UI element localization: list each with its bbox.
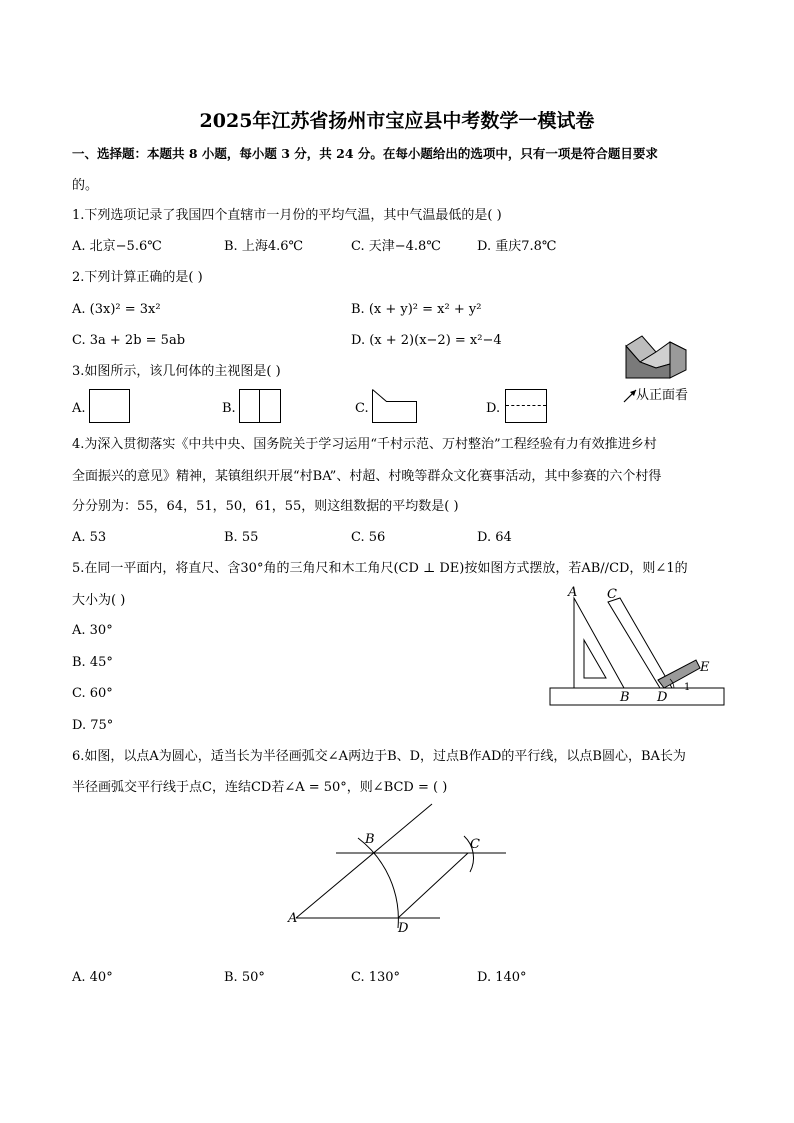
q5-label-e: E [700, 660, 710, 675]
q5-label-d: D [657, 690, 668, 705]
q5-label-a: A [568, 585, 578, 600]
q3-option-a-label: A. [72, 401, 86, 416]
q6-option-b: B. 50° [224, 970, 265, 985]
q3-option-b-label: B. [222, 401, 236, 416]
q4-line3: 分分别为：55，64，51，50，61，55，则这组数据的平均数是( ) [72, 499, 459, 514]
q6-option-c: C. 130° [351, 970, 401, 985]
q3-option-c-label: C. [355, 401, 369, 416]
q5-option-a: A. 30° [72, 623, 113, 638]
q1-option-a: A. 北京−5.6℃ [72, 239, 162, 254]
q1-option-c: C. 天津−4.8℃ [351, 239, 441, 254]
section-heading-line2: 的。 [72, 178, 99, 193]
q6-line1: 6.如图，以点A为圆心，适当长为半径画弧交∠A两边于B、D，过点B作AD的平行线，以点B圆心，BA长为 [72, 749, 686, 764]
q3-option-b-figure [239, 389, 281, 423]
q5-label-angle1: 1 [684, 682, 691, 693]
q5-label-b: B [620, 690, 630, 705]
q6-label-c: C [470, 837, 480, 852]
q3-view-label: 从正面看 [636, 388, 689, 403]
q3-option-d-figure [505, 389, 547, 423]
q5-line2: 大小为( ) [72, 593, 126, 608]
q1-stem: 1.下列选项记录了我国四个直辖市一月份的平均气温，其中气温最低的是( ) [72, 208, 502, 223]
q3-option-d-label: D. [486, 401, 501, 416]
q5-label-c: C [607, 587, 617, 602]
q2-stem: 2.下列计算正确的是( ) [72, 270, 203, 285]
q6-option-a: A. 40° [72, 970, 113, 985]
q3-stem: 3.如图所示，该几何体的主视图是( ) [72, 364, 281, 379]
q5-line1: 5.在同一平面内，将直尺、含30°角的三角尺和木工角尺(CD ⊥ DE)按如图方式摆放，若AB//CD，则∠1的 [72, 561, 688, 576]
q4-line2: 全面振兴的意见》精神，某镇组织开展“村BA”、村超、村晚等群众文化赛事活动，其中参赛的六个村得 [72, 469, 662, 484]
q6-option-d: D. 140° [477, 970, 527, 985]
q5-option-b: B. 45° [72, 655, 113, 670]
q5-option-c: C. 60° [72, 686, 113, 701]
q4-option-a: A. 53 [72, 530, 107, 545]
q4-option-c: C. 56 [351, 530, 386, 545]
q3-option-c-figure [372, 389, 418, 425]
q2-option-d: D. (x + 2)(x−2) = x²−4 [351, 333, 502, 348]
q2-option-c: C. 3a + 2b = 5ab [72, 333, 186, 348]
q4-option-b: B. 55 [224, 530, 259, 545]
q1-option-d: D. 重庆7.8℃ [477, 239, 557, 254]
q5-figure [548, 584, 726, 708]
q6-figure [280, 800, 520, 940]
q2-option-b: B. (x + y)² = x² + y² [351, 302, 482, 317]
q3-option-a-figure [89, 389, 130, 423]
q2-option-a: A. (3x)² = 3x² [72, 302, 161, 317]
q1-option-b: B. 上海4.6℃ [224, 239, 304, 254]
q6-label-a: A [288, 911, 298, 926]
section-heading-line1: 一、选择题：本题共 8 小题，每小题 3 分，共 24 分。在每小题给出的选项中，只有一项是符合题目要求 [72, 146, 658, 161]
q4-option-d: D. 64 [477, 530, 512, 545]
q4-line1: 4.为深入贯彻落实《中共中央、国务院关于学习运用“千村示范、万村整治”工程经验有力有效推进乡村 [72, 437, 657, 452]
q6-label-b: B [365, 832, 375, 847]
q6-label-d: D [398, 921, 409, 936]
q5-option-d: D. 75° [72, 718, 114, 733]
q6-line2: 半径画弧交平行线于点C，连结CD若∠A = 50°，则∠BCD = ( ) [72, 780, 448, 795]
page-title: 2025年江苏省扬州市宝应县中考数学一模试卷 [199, 110, 595, 132]
